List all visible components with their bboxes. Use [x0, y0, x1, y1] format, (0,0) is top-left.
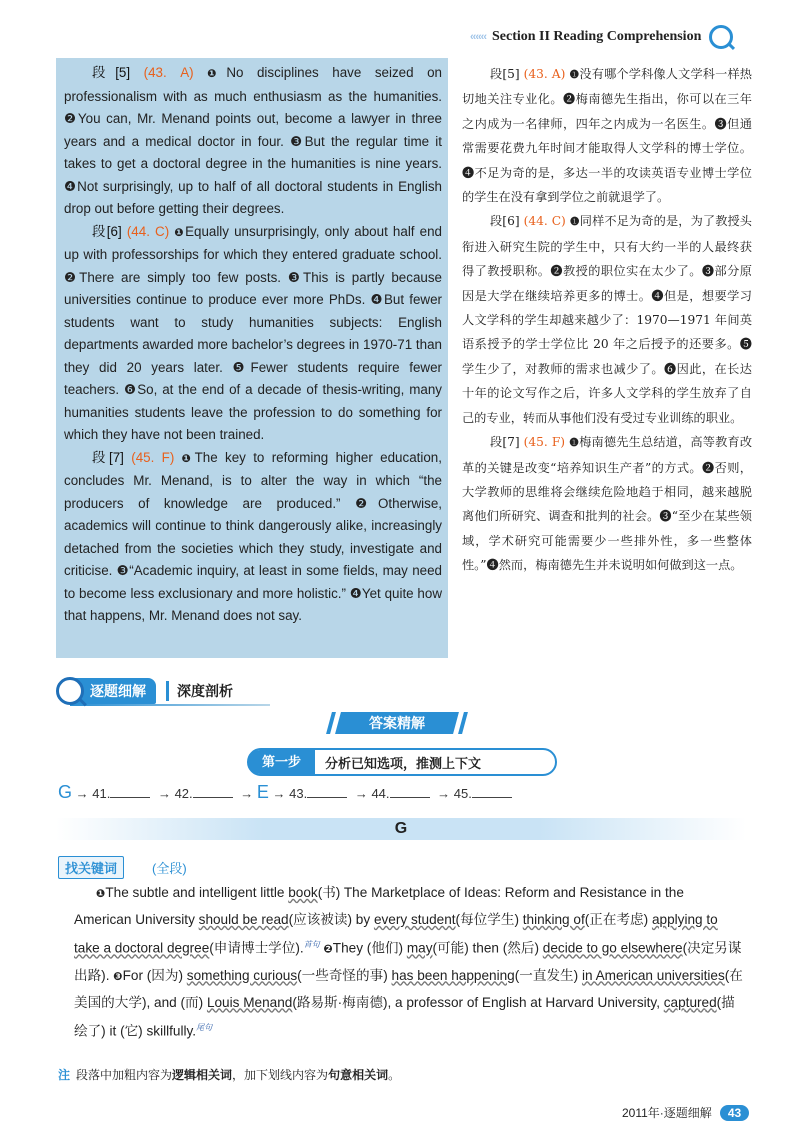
chinese-paragraph-7: 段[7] (45. F) ❶梅南德先生总结道，高等教育改革的关键是改变“培养知识生产者”的方式。❷否则，大学教师的思维将会继续危险地趋于相同，越来越脱离他们所研究、调查和批判的社会。❸“至少在某些领域，学术研究可能需要少一些排外性，多一些整体性。”❹然而，梅南德先生并未说明如何做到这一点。: [462, 435, 753, 573]
section-heading: [56, 678, 233, 704]
magnifier-q-icon: [709, 25, 733, 49]
magnifier-q-icon: [56, 677, 84, 705]
english-paragraph-5: 段[5] (43. A) ❶No disciplines have seized on professionalism with as much enthusiasm as the humanities. ❷You can, Mr. Menand points out, become a lawyer in three years and a medical doctor in four. ❸But the regular time it takes to get a doctoral degree in the humanities is nine years. ❹Not surprisingly, up to half of all doctoral students in English drop out before getting their degrees.: [64, 65, 442, 216]
chinese-paragraph-6: 段[6] (44. C) ❶同样不足为奇的是，为了教授头衔进入研究生院的学生中，只有大约一半的人最终获得了教授职称。❷教授的职位实在太少了。❸部分原因是大学在继续培养更多的博士。❹但是，想要学习人文学科的学生却越来越少了：1970—1971 年间英语系授予的学士学位比 20 年之后授予的还要多。❺学生少了，对教师的需求也减少了。❻因此，在长达十年的论文写作之后，许多人文学科的学生放弃了自己的专业，转而从事他们没有受过专业训练的职业。: [462, 214, 752, 425]
blank-42[interactable]: [193, 783, 233, 798]
footnote: 注 段落中加粗内容为逻辑相关词，加下划线内容为句意相关词。: [58, 1068, 401, 1082]
keyword-note: (全段): [152, 861, 187, 876]
blank-41[interactable]: [110, 783, 150, 798]
answer-title: 答案精解: [335, 712, 459, 734]
section-underline: [70, 704, 270, 706]
running-header: [470, 22, 770, 52]
chain-g: G: [58, 782, 73, 802]
step-banner: [247, 748, 557, 776]
section-subtitle: 深度剖析: [166, 681, 233, 701]
answer-chain: G → 41. → 42. → E → 43. → 44. → 45.: [58, 782, 516, 803]
page-footer: [622, 1104, 749, 1121]
blank-44[interactable]: [390, 783, 430, 798]
english-paragraph-6: 段[6] (44. C) ❶Equally unsurprisingly, only about half end up with professorships for which they entered graduate school. ❷There are simply too few posts. ❸This is partly because universities continue to produce ever more PhDs. ❹But fewer students want to study humanities subjects: English departments awarded more bachelor’s degrees in 1970-71 than they did 20 years later. ❺Fewer students require fewer teachers. ❻So, at the end of a decade of thesis-writing, many humanities students leave the profession to do something for which they have not been trained.: [64, 223, 442, 442]
first-sentence-note: 首句: [303, 940, 320, 949]
section-label: 逐题细解: [72, 678, 156, 704]
blank-45[interactable]: [472, 783, 512, 798]
last-sentence-note: 尾句: [196, 1022, 213, 1032]
keyword-tag: 找关键词: [58, 856, 124, 879]
option-g-text: ❶The subtle and intelligent little book(书) The Marketplace of Ideas: Reform and Resistance in the American University should be read(应该被读) by every student(每位学生) thinking of(正在考虑) applying to take a doctoral degree(申请博士学位).$^{首句}$ ❷They (他们) may(可能) then (然后) decide to go elsewhere(决定另谋出路). ❸For (因为) something curious(一些奇怪的事) has been happening(一直发生) in American universities(在美国的大学), and (而) Louis Menand(路易斯·梅南德), a professor of English at Harvard University, captured(描绘了) it (它) skillfully.$^{尾句}$: [74, 885, 743, 1039]
step-number: 第一步: [248, 750, 315, 774]
blank-43[interactable]: [307, 783, 347, 798]
chain-e: E: [256, 782, 269, 802]
step-text: 分析已知选项，推测上下文: [325, 755, 482, 771]
english-paragraph-7: 段[7] (45. F) ❶The key to reforming higher education, concludes Mr. Menand, is to alter the way in which “the producers of knowledge are produced.” ❷Otherwise, academics will continue to think dangerously alike, increasingly detached from the societies which they study, investigate and criticise. ❸“Academic inquiry, at least in some fields, may need to become less exclusionary and more holistic.” ❹Yet quite how that happens, Mr. Menand does not say.: [64, 449, 442, 623]
chinese-translation: [462, 62, 752, 578]
chinese-paragraph-5: 段[5] (43. A) ❶没有哪个学科像人文学科一样热切地关注专业化。❷梅南德先生指出，你可以在三年之内成为一名律师，四年之内成为一名医生。❸但通常需要花费九年时间才能取得人文学科的博士学位。❹不足为奇的是，多达一半的攻读英语专业博士学位的学生在没有拿到学位之前就退学了。: [462, 67, 752, 205]
option-g-header: G: [56, 818, 746, 840]
footer-label: 2011年·逐题细解: [622, 1106, 712, 1120]
page-number: 43: [720, 1105, 749, 1121]
arrows-decoration: ‹‹‹‹‹‹: [470, 31, 486, 43]
header-title: Section II Reading Comprehension: [491, 29, 702, 44]
english-passage: [64, 62, 442, 628]
